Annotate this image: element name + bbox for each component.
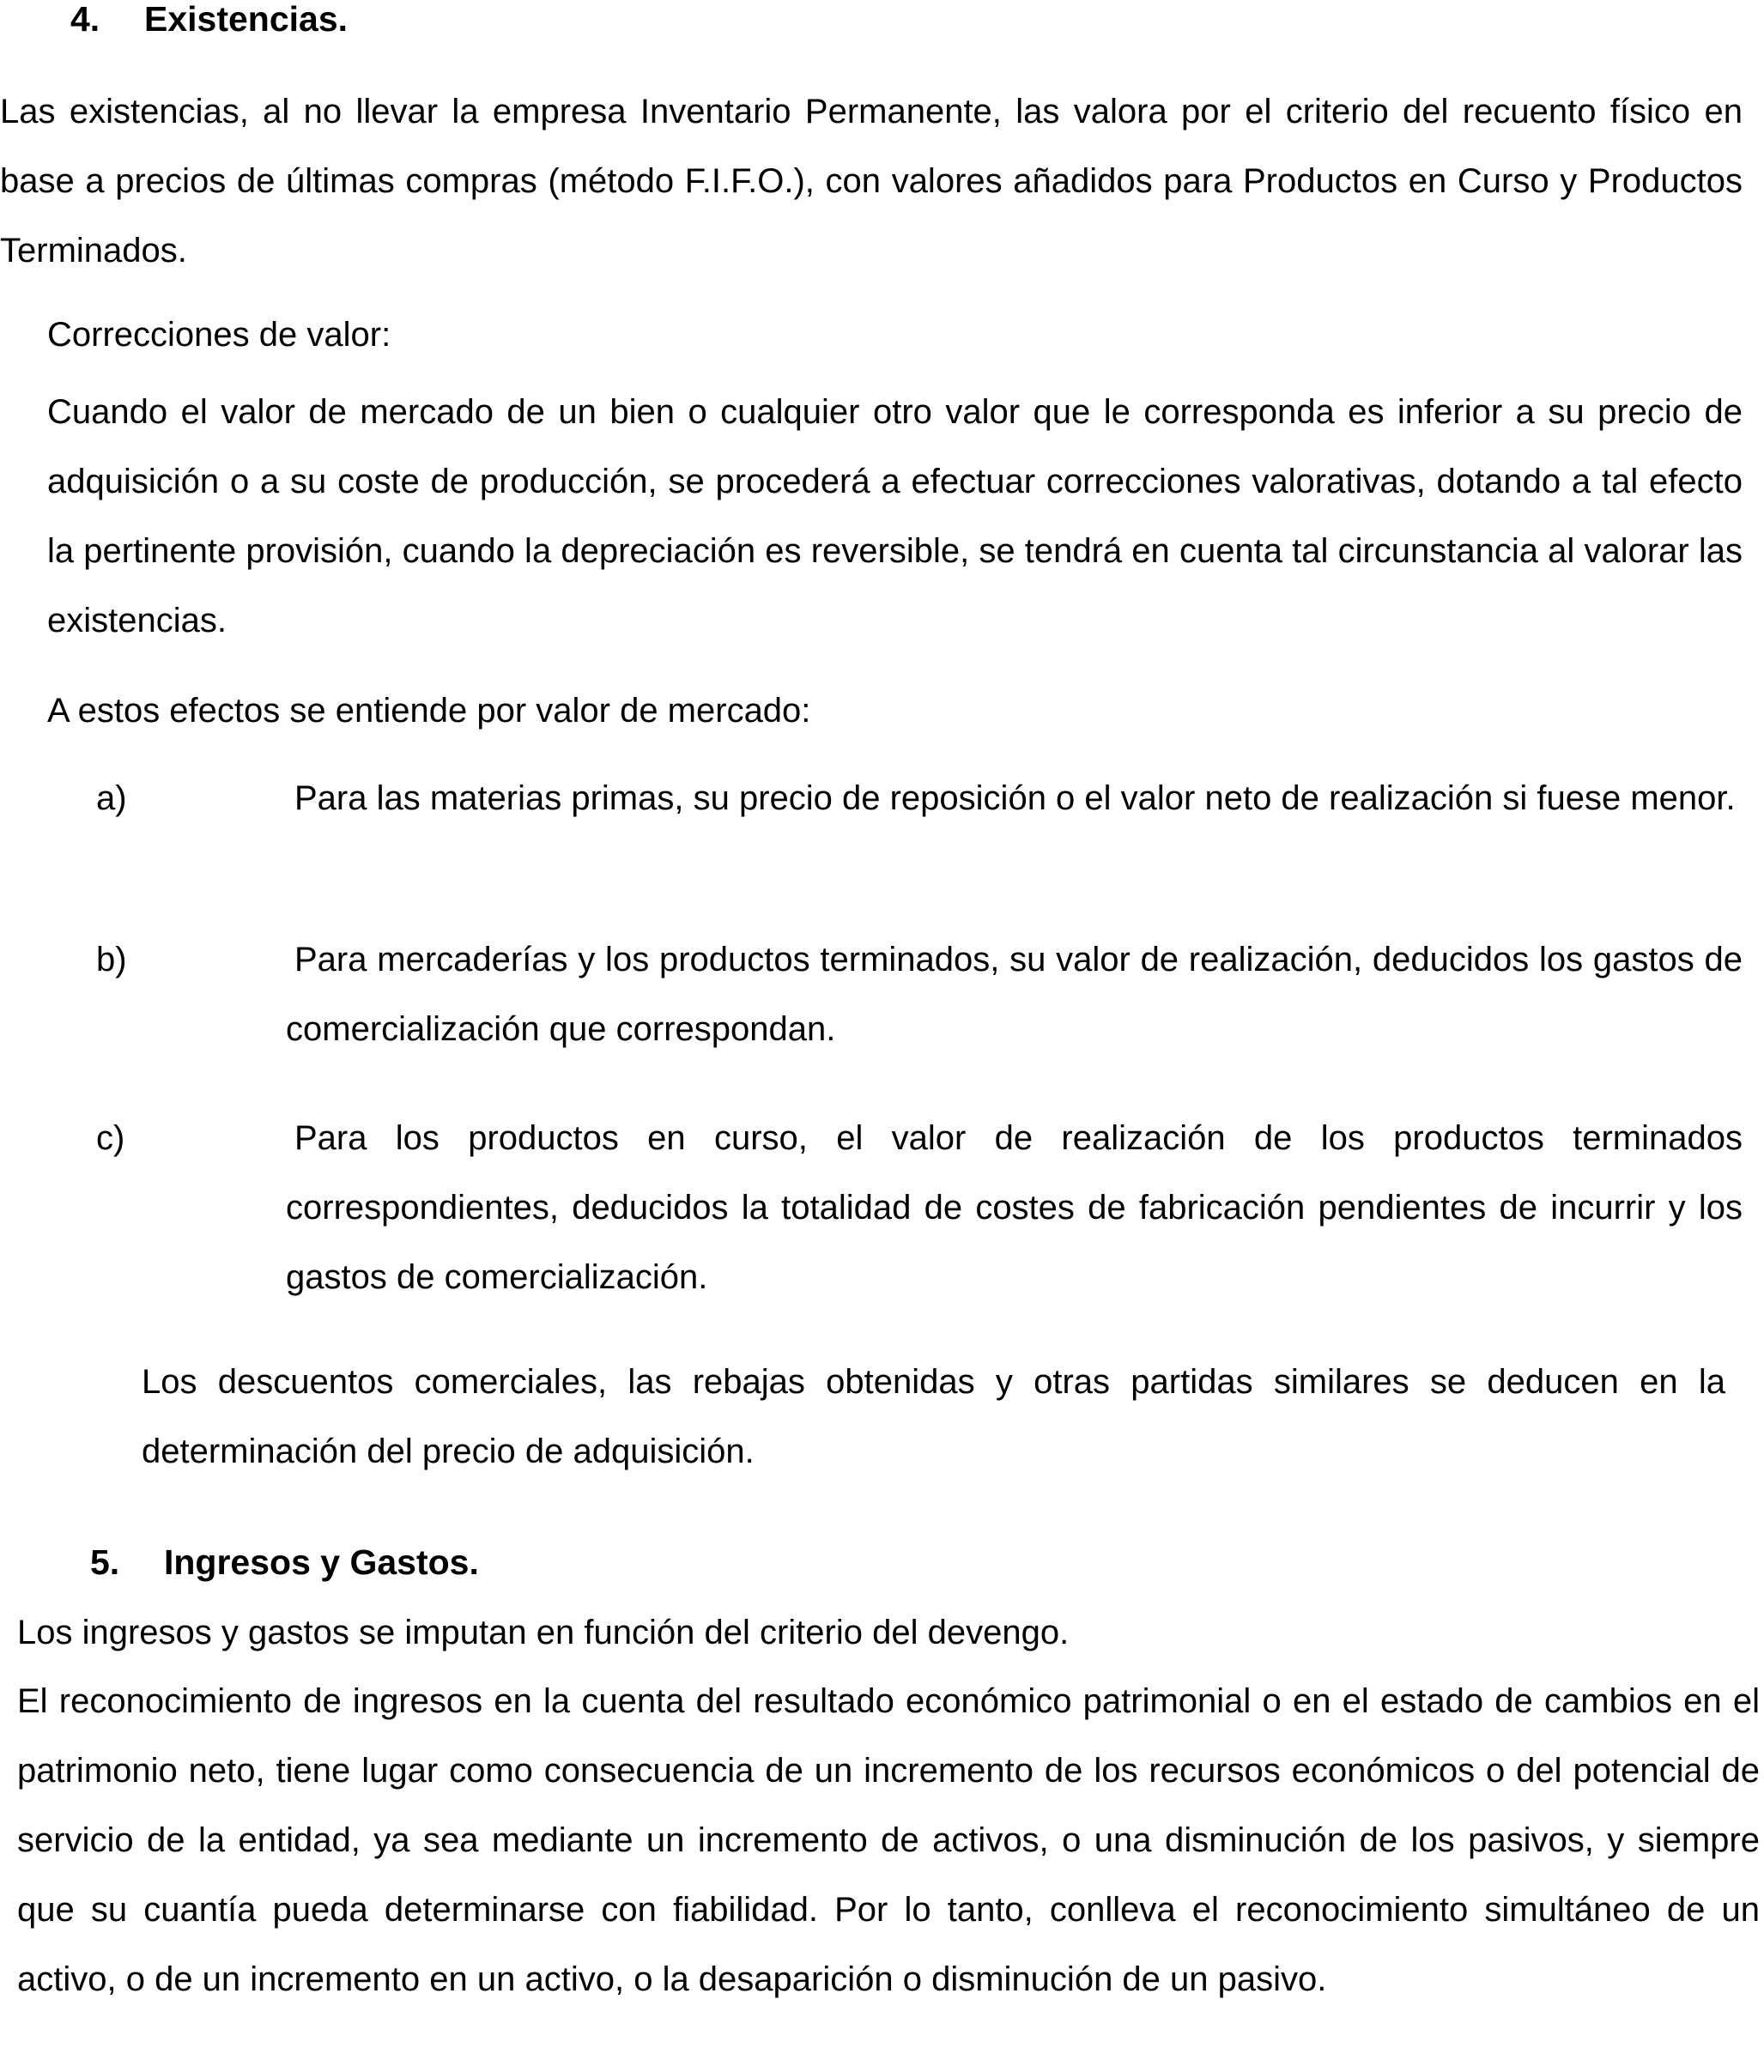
section-4-heading [70,2,348,37]
corrections-text: Cuando el valor de mercado de un bien o cualquier otro valor que le corresponda es inferior a su precio de adquisición o a su coste de producción, se procederá a efectuar correcciones valorativas, dotando a tal efecto la pertinente provisión, cuando la depreciación es reversible, se tendrá en cuenta tal circunstancia al valorar las existencias. [47,393,1743,639]
discounts-text: Los descuentos comerciales, las rebajas obtenidas y otras partidas similares se deducen en la determinación del precio de adquisición. [142,1363,1725,1470]
item-a-text: Para las materias primas, su precio de reposición o el valor neto de realización si fuese menor. [294,779,1736,817]
item-c-text: Para los productos en curso, el valor de realización de los productos terminados correspondientes, deducidos la totalidad de costes de fabricación pendientes de incurrir y los gastos de comercialización. [286,1119,1743,1296]
section-5-number: 5. [90,1542,120,1582]
section-5-title: Ingresos y Gastos. [164,1542,479,1582]
item-a-letter: a) [96,779,127,817]
recognition-text: El reconocimiento de ingresos en la cuenta del resultado económico patrimonial o en el estado de cambios en el patrimonio neto, tiene lugar como consecuencia de un incremento de los recursos económicos o del potencial de servicio de la entidad, ya sea mediante un incremento de activos, o una disminución de los pasivos, y siempre que su cuantía pueda determinarse con fiabilidad. Por lo tanto, conlleva el reconocimiento simultáneo de un activo, o de un incremento en un activo, o la desaparición o disminución de un pasivo. [17,1682,1760,1998]
item-c-letter: c) [96,1119,125,1157]
corrections-label: Correcciones de valor: [47,316,391,354]
section-5-intro: Los ingresos y gastos se imputan en función del criterio del devengo. [17,1614,1070,1651]
section-4-number: 4. [70,0,100,39]
item-b-text: Para mercaderías y los productos terminados, su valor de realización, deducidos los gastos de comercialización que correspondan. [286,941,1743,1048]
section-4-intro: Las existencias, al no llevar la empresa Inventario Permanente, las valora por el criterio del recuento físico en base a precios de últimas compras (método F.I.F.O.), con valores añadidos para Productos en Curso y Productos Terminados. [0,93,1743,270]
market-value-intro: A estos efectos se entiende por valor de mercado: [47,692,811,730]
section-4-title: Existencias. [144,0,349,39]
item-b-letter: b) [96,941,127,978]
section-5-heading [90,1542,479,1582]
